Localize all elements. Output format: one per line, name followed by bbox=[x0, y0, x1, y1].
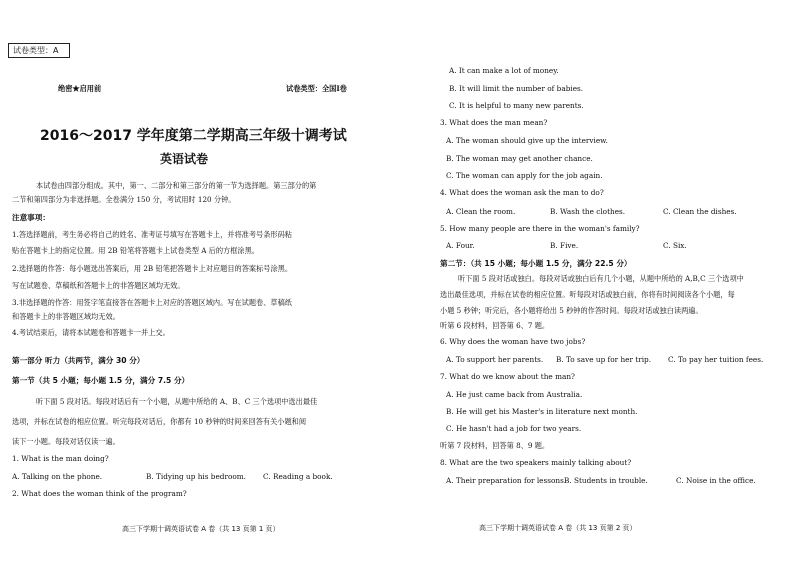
note-line: 写在试题卷、草稿纸和答题卡上的非答题区域均无效。 bbox=[12, 281, 185, 290]
q4-option-a: A. Clean the room. bbox=[446, 207, 516, 216]
q3-option-c: C. The woman can apply for the job again. bbox=[446, 171, 603, 180]
intro-line: 二节和第四部分为非选择题。全卷满分 150 分，考试用时 120 分钟。 bbox=[12, 195, 236, 204]
q1-option-b: B. Tidying up his bedroom. bbox=[146, 472, 246, 481]
paper-type-box: 试卷类型：A bbox=[8, 43, 70, 58]
exam-subtitle: 英语试卷 bbox=[160, 152, 209, 166]
q4-option-c: C. Clean the dishes. bbox=[663, 207, 737, 216]
instruction-line: 听下面 5 段对话。每段对话后有一个小题，从题中所给的 A、B、C 三个选项中选出最佳 bbox=[36, 397, 318, 406]
paper-type-header: 试卷类型：全国Ⅰ卷 bbox=[286, 84, 347, 93]
question-4: 4. What does the woman ask the man to do? bbox=[440, 188, 604, 197]
instruction-line: 听下面 5 段对话或独白。每段对话或独白后有几个小题，从题中所给的 A,B,C 三个选项中 bbox=[458, 274, 744, 283]
notes-heading: 注意事项： bbox=[12, 213, 50, 222]
q7-option-a: A. He just came back from Australia. bbox=[446, 390, 583, 399]
intro-line: 本试卷由四部分组成。其中，第一、二部分和第三部分的第一节为选择题。第三部分的第 bbox=[36, 181, 317, 190]
q3-option-a: A. The woman should give up the interview. bbox=[446, 136, 608, 145]
listen-instruction: 听第 7 段材料，回答第 8、9 题。 bbox=[440, 441, 550, 450]
q8-option-c: C. Noise in the office. bbox=[676, 476, 756, 485]
q2-option-c: C. It is helpful to many new parents. bbox=[449, 101, 584, 110]
q4-option-b: B. Wash the clothes. bbox=[550, 207, 626, 216]
note-line: 和答题卡上的非答题区域均无效。 bbox=[12, 312, 120, 321]
q1-option-a: A. Talking on the phone. bbox=[12, 472, 103, 481]
part1-heading: 第一部分 听力（共两节，满分 30 分） bbox=[12, 356, 145, 365]
q6-option-c: C. To pay her tuition fees. bbox=[668, 355, 764, 364]
q1-option-c: C. Reading a book. bbox=[263, 472, 333, 481]
q2-option-b: B. It will limit the number of babies. bbox=[449, 84, 584, 93]
exam-title: 2016～2017 学年度第二学期高三年级十调考试 bbox=[40, 128, 347, 144]
section1-heading: 第一节（共 5 小题；每小题 1.5 分，满分 7.5 分） bbox=[12, 376, 190, 385]
confidential-label: 绝密★启用前 bbox=[58, 84, 102, 93]
instruction-line: 小题 5 秒钟；听完后，各小题将给出 5 秒钟的作答时间。每段对话或独白读两遍。 bbox=[440, 306, 703, 315]
q8-option-a: A. Their preparation for lessons. bbox=[446, 476, 567, 485]
q7-option-c: C. He hasn't had a job for two years. bbox=[446, 424, 582, 433]
q6-option-a: A. To support her parents. bbox=[446, 355, 544, 364]
question-5: 5. How many people are there in the woman's family? bbox=[440, 224, 640, 233]
right-page bbox=[397, 0, 794, 561]
question-3: 3. What does the man mean? bbox=[440, 118, 548, 127]
q7-option-b: B. He will get his Master's in literature next month. bbox=[446, 407, 638, 416]
q6-option-b: B. To save up for her trip. bbox=[556, 355, 652, 364]
note-line: 4.考试结束后，请将本试题卷和答题卡一并上交。 bbox=[12, 328, 170, 337]
q5-option-b: B. Five. bbox=[550, 241, 579, 250]
q2-option-a: A. It can make a lot of money. bbox=[449, 66, 559, 75]
question-8: 8. What are the two speakers mainly talking about? bbox=[440, 458, 632, 467]
instruction-line: 读下一小题。每段对话仅读一遍。 bbox=[12, 437, 120, 446]
page-footer: 高三下学期十调英语试卷 A 卷（共 13 页第 1 页） bbox=[122, 525, 280, 533]
note-line: 2.选择题的作答：每小题选出答案后，用 2B 铅笔把答题卡上对应题目的答案标号涂黑。 bbox=[12, 264, 293, 273]
q5-option-c: C. Six. bbox=[663, 241, 687, 250]
note-line: 3.非选择题的作答：用签字笔直接答在答题卡上对应的答题区域内。写在试题卷、草稿纸 bbox=[12, 298, 292, 307]
q8-option-b: B. Students in trouble. bbox=[564, 476, 648, 485]
section2-heading: 第二节：（共 15 小题；每小题 1.5 分，满分 22.5 分） bbox=[440, 259, 632, 268]
note-line: 贴在答题卡上的指定位置。用 2B 铅笔将答题卡上试卷类型 A 后的方框涂黑。 bbox=[12, 246, 259, 255]
listen-instruction: 听第 6 段材料，回答第 6、7 题。 bbox=[440, 321, 550, 330]
instruction-line: 选出最佳选项，并标在试卷的相应位置。听每段对话或独白前，你将有时间阅读各个小题，每 bbox=[440, 290, 735, 299]
instruction-line: 选项，并标在试卷的相应位置。听完每段对话后，你都有 10 秒钟的时间来回答有关小题和阅 bbox=[12, 417, 307, 426]
question-2: 2. What does the woman think of the program? bbox=[12, 489, 187, 498]
question-1: 1. What is the man doing? bbox=[12, 454, 109, 463]
q3-option-b: B. The woman may get another chance. bbox=[446, 154, 593, 163]
q5-option-a: A. Four. bbox=[446, 241, 475, 250]
page-footer: 高三下学期十调英语试卷 A 卷（共 13 页第 2 页） bbox=[479, 524, 637, 532]
question-6: 6. Why does the woman have two jobs? bbox=[440, 337, 586, 346]
note-line: 1.答选择题前，考生务必将自己的姓名、准考证号填写在答题卡上，并将准考号条形码粘 bbox=[12, 230, 292, 239]
question-7: 7. What do we know about the man? bbox=[440, 372, 575, 381]
